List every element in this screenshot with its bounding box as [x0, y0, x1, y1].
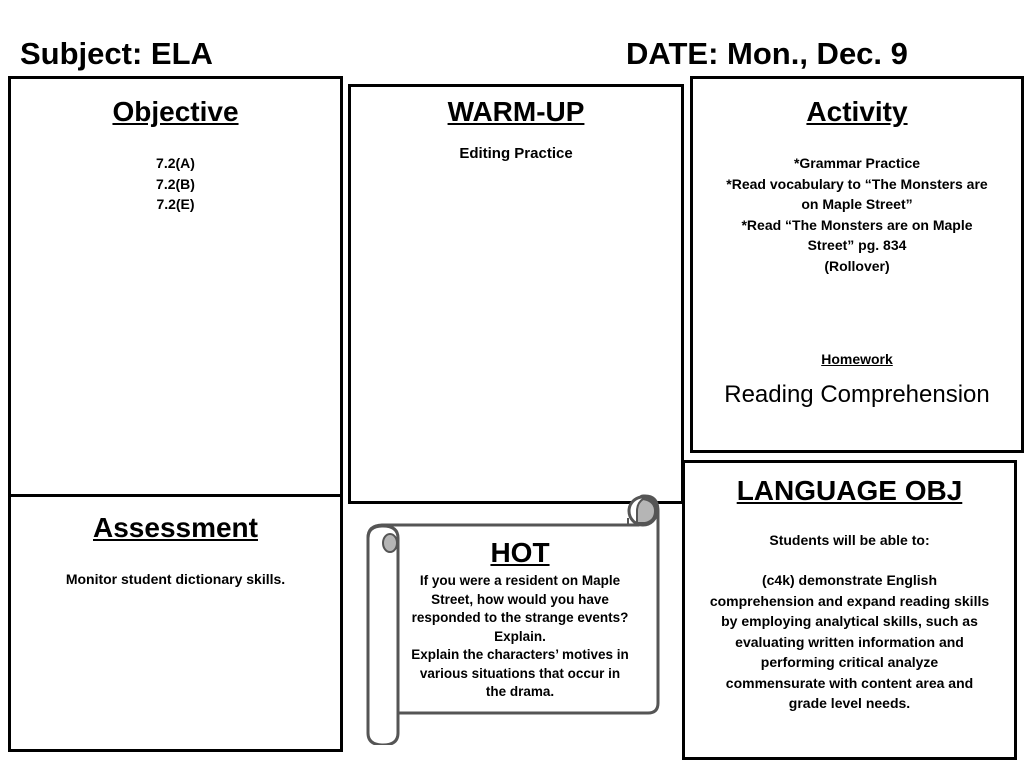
objective-item: 7.2(E) — [156, 196, 195, 212]
language-obj-line: performing critical analyze — [760, 654, 939, 670]
hot-line: If you were a resident on Maple — [419, 573, 621, 588]
hot-line: Street, how would you have — [431, 591, 609, 607]
warmup-box — [348, 84, 684, 504]
hot-line: responded to the strange events? — [411, 610, 629, 625]
subject-heading: Subject: ELA — [20, 36, 213, 71]
language-obj-line: commensurate with content area and — [725, 674, 974, 691]
activity-line: Street” pg. 834 — [807, 237, 907, 253]
warmup-title: WARM-UP — [447, 96, 585, 127]
language-obj-box — [682, 460, 1017, 760]
language-obj-title: LANGUAGE OBJ — [736, 475, 963, 506]
objective-list — [11, 153, 340, 215]
hot-title: HOT — [490, 537, 550, 568]
language-obj-intro: Students will be able to: — [769, 532, 930, 548]
assessment-title: Assessment — [93, 512, 258, 543]
activity-list — [693, 153, 1021, 276]
warmup-text: Editing Practice — [459, 145, 573, 162]
date-heading: DATE: Mon., Dec. 9 — [626, 36, 908, 71]
hot-box — [405, 536, 635, 702]
activity-title: Activity — [806, 96, 908, 127]
hot-line: various situations that occur in — [419, 665, 621, 681]
activity-line: *Read “The Monsters are on Maple — [741, 216, 973, 233]
objective-box — [8, 76, 343, 497]
homework-label: Homework — [821, 351, 893, 367]
scroll-left-curl — [383, 534, 397, 552]
hot-line: the drama. — [485, 684, 555, 699]
homework-text: Reading Comprehension — [724, 381, 990, 408]
language-obj-line: comprehension and expand reading skills — [709, 592, 990, 609]
activity-line: (Rollover) — [824, 257, 890, 274]
activity-line: *Read vocabulary to “The Monsters are — [726, 175, 988, 192]
objective-item: 7.2(B) — [156, 175, 195, 192]
objective-title: Objective — [112, 96, 239, 127]
hot-line: Explain the characters’ motives in — [411, 647, 629, 662]
language-obj-line: evaluating written information and — [735, 633, 964, 650]
activity-line: on Maple Street” — [801, 196, 913, 212]
activity-box — [690, 76, 1024, 453]
language-obj-list — [685, 570, 1014, 714]
language-obj-line: grade level needs. — [788, 695, 911, 711]
activity-line: *Grammar Practice — [793, 155, 921, 171]
hot-question-list — [405, 572, 635, 702]
objective-item: 7.2(A) — [156, 155, 195, 171]
scroll-right-curl — [637, 499, 655, 523]
language-obj-line: by employing analytical skills, such as — [721, 613, 978, 629]
assessment-text: Monitor student dictionary skills. — [65, 571, 286, 587]
hot-line: Explain. — [494, 628, 546, 644]
language-obj-line: (c4k) demonstrate English — [761, 572, 938, 588]
assessment-box — [8, 494, 343, 752]
